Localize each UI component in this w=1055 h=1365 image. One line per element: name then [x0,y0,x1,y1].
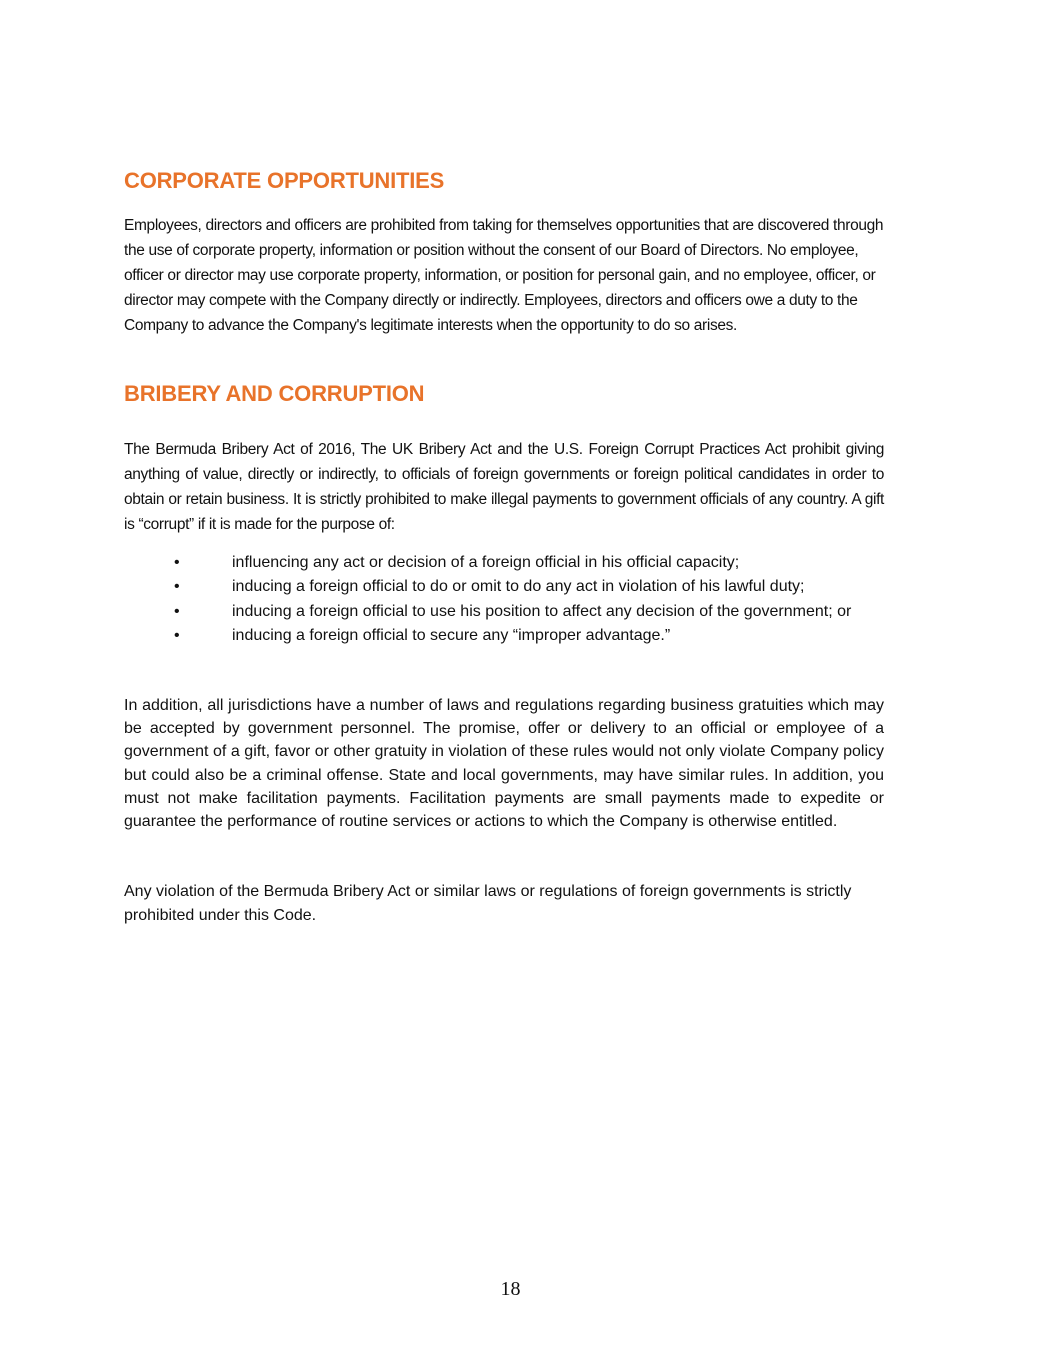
violation-paragraph: Any violation of the Bermuda Bribery Act or similar laws or regulations of foreign governments is strictly prohibited under this Code. [124,883,852,924]
list-item [124,551,904,575]
gratuities-paragraph: In addition, all jurisdictions have a number of laws and regulations regarding business gratuities which may be accepted by government personnel. The promise, offer or delivery to an official or employee of a government of a gift, favor or other gratuity in violation of these rules would not only violate Company policy but could also be a criminal offense. State and local governments, may have similar rules. In addition, you must not make facilitation payments. Facilitation payments are small payments made to expedite or guarantee the performance of routine services or actions to which the Company is otherwise entitled. [124,697,884,831]
list-item [124,624,904,648]
list-item [124,600,904,624]
bullet-icon: • [174,626,180,644]
bullet-icon: • [174,602,180,620]
list-item-text: influencing any act or decision of a foreign official in his official capacity; [232,554,740,571]
list-item-text: inducing a foreign official to do or omit to do any act in violation of his lawful duty; [232,578,805,596]
bribery-intro-paragraph: The Bermuda Bribery Act of 2016, The UK Bribery Act and the U.S. Foreign Corrupt Practices Act prohibit giving anything of value, directly or indirectly, to officials of foreign governments or foreign political candidates in order to obtain or retain business. It is strictly prohibited to make illegal payments to government officials of any country. A gift is “corrupt” if it is made for the purpose of: [124,441,884,533]
list-item [124,575,904,599]
purpose-bullet-list [124,551,904,648]
list-item-text: inducing a foreign official to use his position to affect any decision of the government; or [232,602,852,620]
page-number: 18 [500,1278,521,1300]
bullet-icon: • [174,578,180,596]
section-heading-bribery-and-corruption: BRIBERY AND CORRUPTION [124,381,425,406]
bullet-icon: • [174,554,180,571]
list-item-text: inducing a foreign official to secure any “improper advantage.” [232,626,671,644]
corporate-opportunities-paragraph: Employees, directors and officers are prohibited from taking for themselves opportunities that are discovered through the use of corporate property, information or position without the consent of our Board of Directors. No employee, officer or director may use corporate property, information, or position for personal gain, and no employee, officer, or director may compete with the Company directly or indirectly. Employees, directors and officers owe a duty to the Company to advance the Company's legitimate interests when the opportunity to do so arises. [124,217,884,334]
section-heading-corporate-opportunities: CORPORATE OPPORTUNITIES [124,168,445,193]
